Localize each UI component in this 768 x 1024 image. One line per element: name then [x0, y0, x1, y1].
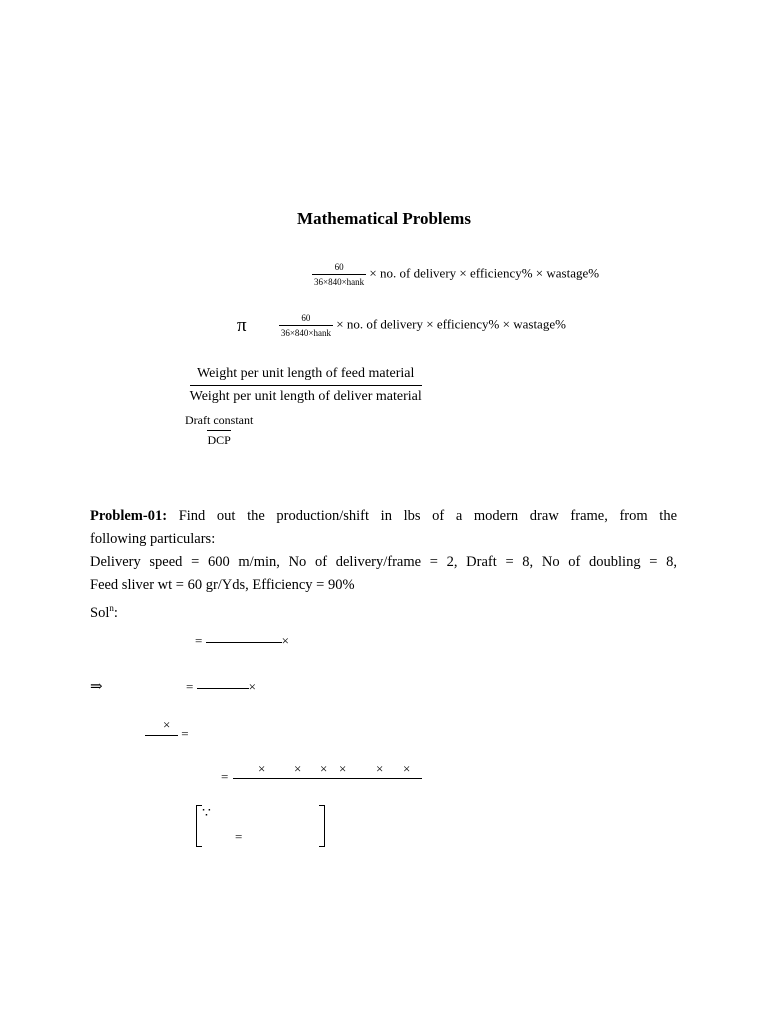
step-4-equals: =	[221, 769, 229, 784]
step-4-times-1: ×	[258, 761, 266, 776]
production-denominator: 36×840×hank	[312, 274, 366, 288]
problem-line-3: Delivery speed = 600 m/min, No of delivery/frame = 2, Draft = 8, No of doubling = 8,	[90, 554, 677, 570]
step-3-fraction-bar	[145, 735, 178, 736]
draft-fraction	[187, 366, 424, 405]
bracket-equals: =	[235, 829, 243, 844]
problem-label: Problem-01:	[90, 508, 168, 524]
step-2-times: ×	[248, 679, 256, 694]
step-4-times-2: ×	[294, 761, 302, 776]
production-pi-numerator: 60	[301, 313, 311, 323]
implies-symbol: ⇒	[90, 679, 103, 695]
step-3-equals: =	[181, 726, 189, 741]
dcp-numerator: Draft constant	[185, 413, 254, 427]
solution-label: Sol	[90, 604, 110, 621]
step-2-equals: =	[186, 679, 194, 694]
step-4-times-5: ×	[376, 761, 384, 776]
problem-line-2: following particulars:	[90, 531, 216, 547]
step-3	[145, 726, 189, 742]
step-1	[195, 633, 289, 649]
draft-numerator: Weight per unit length of feed material	[197, 366, 415, 381]
production-formula-pi	[237, 312, 566, 339]
step-1-equals: =	[195, 633, 203, 648]
step-4-times-3: ×	[320, 761, 328, 776]
step-4-fraction	[233, 761, 422, 779]
step-4-times-6: ×	[403, 761, 411, 776]
dcp-denominator: DCP	[207, 430, 230, 448]
problem-line-4: Feed sliver wt = 60 gr/Yds, Efficiency = 90%	[90, 577, 355, 593]
production-tail: × no. of delivery × efficiency% × wastage%	[369, 265, 600, 281]
solution-heading	[90, 597, 677, 625]
production-pi-fraction	[279, 312, 333, 339]
step-4-times-4: ×	[339, 761, 347, 776]
right-bracket	[319, 805, 325, 847]
solution-colon: :	[113, 604, 118, 621]
solution-sup: n	[109, 603, 114, 613]
problem-line-1	[90, 505, 677, 528]
step-1-fraction-bar	[206, 642, 282, 643]
dcp-formula	[185, 413, 253, 448]
step-3-numerator: ×	[163, 717, 171, 732]
production-pi-denominator: 36×840×hank	[279, 325, 333, 339]
because-symbol: ∵	[202, 806, 211, 821]
step-1-times: ×	[281, 633, 289, 648]
production-fraction	[312, 261, 366, 288]
step-2	[186, 679, 256, 695]
production-formula	[312, 261, 599, 288]
draft-formula	[187, 366, 424, 405]
dcp-fraction	[185, 413, 253, 448]
pi-symbol: π	[237, 314, 247, 336]
problem-text-1: Find out the production/shift in lbs of a modern draw frame, from the	[178, 508, 678, 524]
draft-denominator: Weight per unit length of deliver material	[190, 385, 422, 405]
production-numerator: 60	[334, 262, 344, 272]
step-2-fraction-bar	[197, 688, 249, 689]
problem-statement	[90, 505, 677, 625]
page-title: Mathematical Problems	[297, 209, 471, 228]
production-pi-tail: × no. of delivery × efficiency% × wastage%	[336, 316, 566, 332]
